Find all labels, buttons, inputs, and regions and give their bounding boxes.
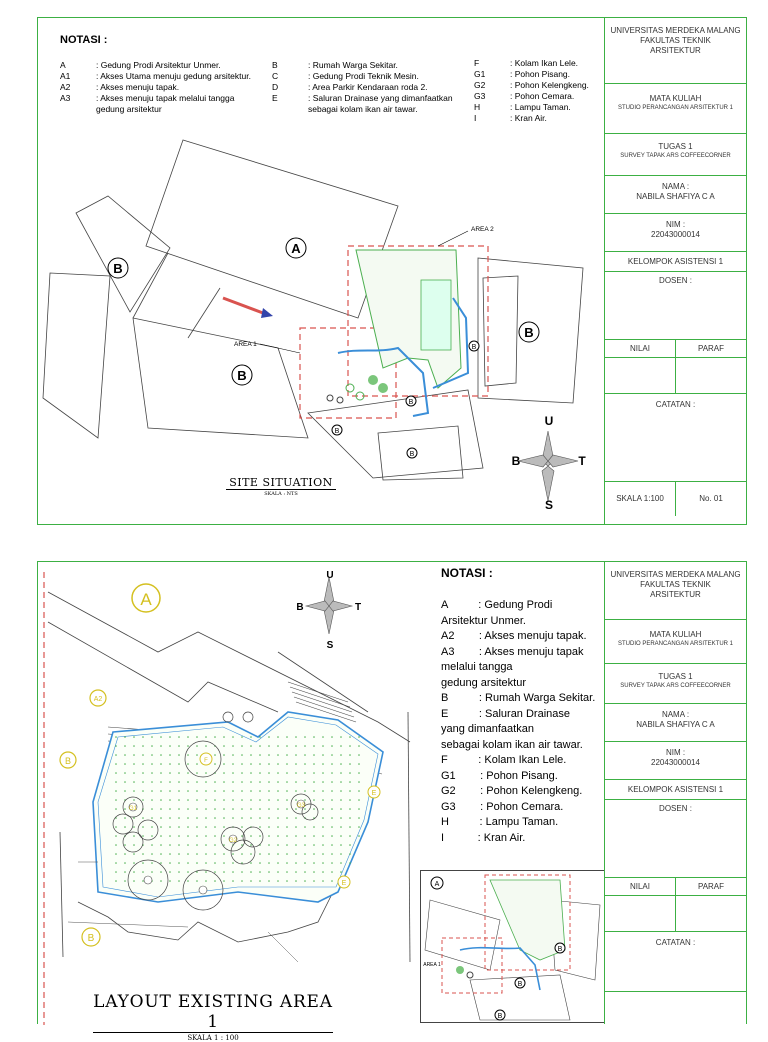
- course-label: MATA KULIAH: [649, 94, 702, 103]
- legend-key: E: [272, 93, 278, 103]
- legend-value: : Lampu Taman.: [510, 102, 571, 112]
- legend-value: gedung arsitektur: [96, 104, 162, 114]
- legend-item: G3 : Pohon Cemara.: [441, 800, 564, 813]
- svg-text:B: B: [517, 981, 523, 988]
- legend-item: A : Gedung Prodi: [441, 599, 553, 611]
- legend-key: I: [474, 113, 477, 123]
- lecturer-cell: DOSEN :: [605, 272, 746, 340]
- grade-label: NILAI: [605, 340, 676, 357]
- nim-label: NIM :: [665, 748, 686, 757]
- legend-value: : Akses menuju tapak melalui tangga: [96, 93, 235, 103]
- legend-item: H : Lampu Taman.: [441, 816, 559, 828]
- sheet-site-situation: [37, 17, 747, 525]
- university-cell: [605, 18, 746, 84]
- legend-key: A2: [60, 82, 71, 92]
- notasi-title: NOTASI :: [441, 566, 493, 580]
- legend-value: : Akses Utama menuju gedung arsitektur.: [96, 71, 251, 81]
- svg-text:B: B: [408, 399, 414, 406]
- nim-label: NIM :: [665, 220, 686, 229]
- svg-text:G1: G1: [128, 806, 138, 812]
- legend-item: E : Saluran Drainase: [441, 707, 571, 720]
- legend-item: B : Rumah Warga Sekitar.: [441, 692, 596, 704]
- legend-item: yang dimanfaatkan: [441, 723, 534, 735]
- assignment-value: SURVEY TAPAK ARS COFFEECORNER: [620, 683, 731, 689]
- legend-item: sebagai kolam ikan air tawar.: [441, 738, 583, 751]
- name-cell: [605, 704, 746, 742]
- assignment-value: SURVEY TAPAK ARS COFFEECORNER: [620, 153, 731, 159]
- svg-text:AREA 1: AREA 1: [423, 962, 441, 968]
- name-label: NAMA :: [661, 182, 690, 191]
- nim-value: 22043000014: [651, 230, 700, 239]
- legend-value: : Pohon Pisang.: [510, 69, 571, 79]
- legend-value: : Gedung Prodi Teknik Mesin.: [308, 71, 419, 81]
- signature-label: PARAF: [697, 344, 725, 353]
- legend-value: : Pohon Kelengkeng.: [510, 80, 589, 90]
- assignment-cell: [605, 664, 746, 704]
- faculty-name: FAKULTAS TEKNIK: [640, 580, 711, 589]
- svg-text:B: B: [557, 946, 563, 953]
- scale-value: SKALA 1:100: [605, 482, 676, 516]
- legend-item: A3 : Akses menuju tapak: [441, 645, 584, 658]
- legend-value: sebagai kolam ikan air tawar.: [308, 104, 418, 114]
- svg-text:G2: G2: [228, 838, 238, 844]
- legend-key: D: [272, 82, 279, 92]
- notes-cell: CATATAN :: [605, 394, 746, 482]
- legend-key: A: [60, 60, 66, 70]
- signature-label: PARAF: [697, 882, 725, 891]
- drawing-title: LAYOUT EXISTING AREA 1 SKALA 1 : 100: [93, 992, 333, 1042]
- legend-key: G1: [474, 69, 486, 79]
- nim-cell: [605, 214, 746, 252]
- legend-item: A2 : Akses menuju tapak.: [441, 630, 587, 642]
- svg-text:U: U: [544, 414, 554, 428]
- svg-text:B: B: [409, 451, 415, 458]
- title-block: [604, 18, 746, 524]
- svg-text:AREA 2: AREA 2: [471, 226, 494, 233]
- legend-item: gedung arsitektur: [441, 676, 526, 689]
- legend-key: A3: [60, 93, 71, 103]
- svg-text:U: U: [326, 570, 334, 581]
- legend-item: G2 : Pohon Kelengkeng.: [441, 785, 583, 797]
- svg-text:B: B: [524, 325, 534, 340]
- assignment-label: TUGAS 1: [658, 672, 693, 681]
- legend-item: I : Kran Air.: [441, 831, 526, 844]
- svg-text:B: B: [296, 602, 304, 613]
- grade-header-row: [605, 340, 746, 358]
- svg-text:S: S: [326, 640, 334, 651]
- nim-value: 22043000014: [651, 758, 700, 767]
- grade-header-row: [605, 878, 746, 896]
- drawing-title: SITE SITUATION SKALA : NTS: [226, 476, 336, 497]
- site-situation-plan: [38, 18, 606, 526]
- notes-cell: CATATAN :: [605, 932, 746, 992]
- svg-text:F: F: [204, 758, 208, 764]
- name-label: NAMA :: [661, 710, 690, 719]
- svg-text:B: B: [237, 368, 247, 383]
- svg-text:AREA 1: AREA 1: [234, 341, 257, 348]
- legend-key: A1: [60, 71, 71, 81]
- legend-item: Arsitektur Unmer.: [441, 614, 526, 627]
- svg-text:B: B: [64, 756, 72, 766]
- legend-item: melalui tangga: [441, 661, 513, 673]
- lecturer-cell: DOSEN :: [605, 800, 746, 878]
- course-cell: [605, 84, 746, 134]
- legend-value: : Kran Air.: [510, 113, 547, 123]
- key-map: [420, 870, 605, 1023]
- svg-text:B: B: [511, 454, 521, 468]
- legend-value: : Kolam Ikan Lele.: [510, 58, 579, 68]
- name-cell: [605, 176, 746, 214]
- sheet-number: No. 01: [699, 494, 723, 503]
- group-cell: KELOMPOK ASISTENSI 1: [605, 252, 746, 272]
- svg-text:T: T: [354, 602, 362, 613]
- sheet-layout-existing: [37, 561, 747, 1042]
- faculty-name: FAKULTAS TEKNIK: [640, 36, 711, 45]
- legend-value: : Saluran Drainase yang dimanfaatkan: [308, 93, 453, 103]
- svg-text:A: A: [291, 241, 301, 256]
- notasi-title: NOTASI :: [60, 34, 108, 46]
- svg-text:B: B: [334, 428, 340, 435]
- north-arrow-icon: [306, 577, 352, 634]
- svg-text:B: B: [113, 261, 123, 276]
- grade-value-row: [605, 358, 746, 394]
- layout-existing-plan: [38, 562, 418, 1025]
- svg-text:B: B: [471, 344, 477, 351]
- north-arrow-icon: [518, 431, 578, 501]
- course-cell: [605, 620, 746, 664]
- svg-text:A: A: [434, 881, 440, 888]
- legend-key: H: [474, 102, 481, 112]
- title-block: [604, 562, 746, 1024]
- legend-value: : Rumah Warga Sekitar.: [308, 60, 398, 70]
- legend-key: G3: [474, 91, 486, 101]
- legend-value: : Pohon Cemara.: [510, 91, 575, 101]
- legend-value: : Gedung Prodi Arsitektur Unmer.: [96, 60, 221, 70]
- name-value: NABILA SHAFIYA C A: [636, 720, 715, 729]
- building-a: [146, 140, 398, 318]
- svg-text:A: A: [140, 590, 152, 609]
- legend-value: : Area Parkir Kendaraan roda 2.: [308, 82, 428, 92]
- svg-text:E: E: [341, 880, 347, 887]
- assignment-cell: [605, 134, 746, 176]
- university-cell: [605, 562, 746, 620]
- legend-item: G1 : Pohon Pisang.: [441, 769, 558, 782]
- university-name: UNIVERSITAS MERDEKA MALANG: [610, 26, 741, 35]
- assignment-label: TUGAS 1: [658, 142, 693, 151]
- legend-key: F: [474, 58, 480, 68]
- department-name: ARSITEKTUR: [650, 590, 701, 599]
- svg-text:B: B: [87, 933, 95, 944]
- legend-key: B: [272, 60, 278, 70]
- legend-item: F : Kolam Ikan Lele.: [441, 754, 567, 766]
- svg-text:G3: G3: [296, 803, 306, 809]
- svg-text:S: S: [544, 498, 554, 512]
- grade-label: NILAI: [605, 878, 676, 895]
- nim-cell: [605, 742, 746, 780]
- svg-text:T: T: [578, 454, 586, 468]
- scale-row: [605, 482, 746, 516]
- course-value: STUDIO PERANCANGAN ARSITEKTUR 1: [617, 105, 734, 111]
- svg-text:E: E: [371, 790, 377, 797]
- grade-value-row: [605, 896, 746, 932]
- legend-key: C: [272, 71, 279, 81]
- department-name: ARSITEKTUR: [650, 46, 701, 55]
- group-cell: KELOMPOK ASISTENSI 1: [605, 780, 746, 800]
- svg-text:B: B: [497, 1013, 503, 1020]
- svg-text:A2: A2: [93, 696, 103, 703]
- legend-key: G2: [474, 80, 486, 90]
- course-label: MATA KULIAH: [649, 630, 702, 639]
- name-value: NABILA SHAFIYA C A: [636, 192, 715, 201]
- legend-value: : Akses menuju tapak.: [96, 82, 180, 92]
- course-value: STUDIO PERANCANGAN ARSITEKTUR 1: [617, 641, 734, 647]
- university-name: UNIVERSITAS MERDEKA MALANG: [610, 570, 741, 579]
